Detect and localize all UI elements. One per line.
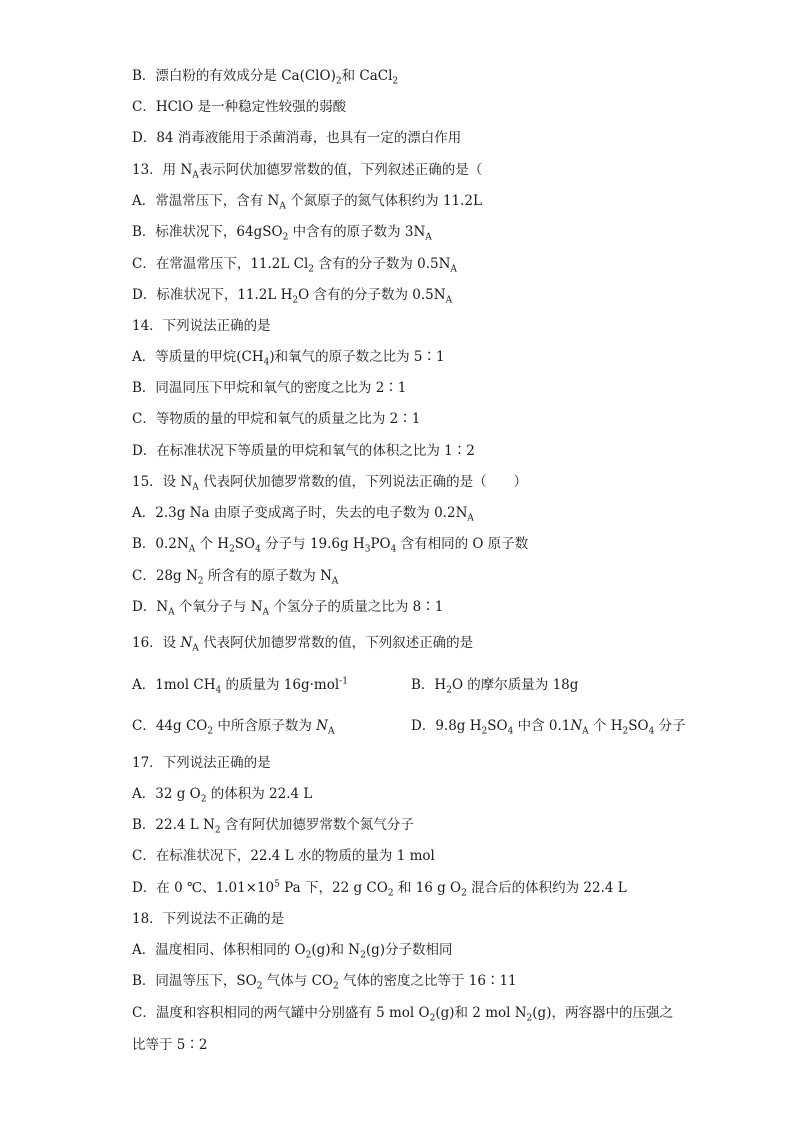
question-13: 13．用 $N_A$表示阿伏加德罗常数的值，下列叙述正确的是（	[132, 162, 483, 181]
question-16: 16．设 $N_A$ 代表阿伏加德罗常数的值，下列叙述正确的是	[132, 635, 474, 654]
option-12c: C．HClO 是一种稳定性较强的弱酸	[132, 99, 347, 115]
question-15: 15．设 $N_A$ 代表阿伏加德罗常数的值，下列说法正确的是（ ）	[132, 474, 528, 493]
option-13b: B．标准状况下，64gSO$_2$ 中含有的原子数为 $3N_A$	[132, 224, 432, 243]
option-18b: B．同温等压下，$SO_2$ 气体与 $CO_2$ 气体的密度之比等于 16∶11	[132, 973, 517, 992]
option-16a: A．1mol $CH_4$ 的质量为 16g·mol$^{-1}$	[132, 676, 348, 696]
option-16c: C．44g $CO_2$ 中所含原子数为 $N_A$	[132, 718, 335, 737]
option-14a: A．等质量的甲烷$(CH_4)$和氧气的原子数之比为 5∶1	[132, 349, 445, 368]
option-12d: D．84 消毒液能用于杀菌消毒，也具有一定的漂白作用	[132, 130, 462, 146]
option-14c: C．等物质的量的甲烷和氧气的质量之比为 2∶1	[132, 411, 421, 427]
option-13d: D．标准状况下，11.2L $H_2O$ 含有的分子数为 $0.5N_A$	[132, 287, 453, 306]
question-17: 17．下列说法正确的是	[132, 755, 271, 771]
option-14b: B．同温同压下甲烷和氧气的密度之比为 2∶1	[132, 380, 407, 396]
option-18c: C．温度和容积相同的两气罐中分别盛有 5 mol $O_2(g)$和 2 mol $N_2(g)$，两容器中的压强之	[132, 1005, 673, 1024]
option-13a: A．常温常压下，含有 $N_A$ 个氮原子的氮气体积约为 11.2L	[132, 193, 482, 212]
option-15b: B．$0.2N_A$ 个 $H_2SO_4$ 分子与 19.6g $H_3PO_4$ 含有相同的 O 原子数	[132, 536, 529, 555]
question-14: 14．下列说法正确的是	[132, 318, 271, 334]
option-15a: A．2.3g Na 由原子变成离子时，失去的电子数为 $0.2N_A$	[132, 505, 474, 524]
question-18: 18．下列说法不正确的是	[132, 911, 285, 927]
option-12b: B．漂白粉的有效成分是 $Ca(ClO)_2$和 CaCl$_2$	[132, 68, 399, 87]
option-16b: B．$H_2O$ 的摩尔质量为 18g	[411, 677, 579, 696]
option-15d: D．$N_A$ 个氧分子与 $N_A$ 个氢分子的质量之比为 8∶1	[132, 599, 444, 618]
option-14d: D．在标准状况下等质量的甲烷和氧气的体积之比为 1∶2	[132, 443, 475, 459]
option-15c: C．28g $N_2$ 所含有的原子数为 $N_A$	[132, 568, 339, 587]
option-18c-continued: 比等于 5∶2	[132, 1037, 208, 1053]
option-13c: C．在常温常压下，11.2L $Cl_2$ 含有的分子数为 $0.5N_A$	[132, 256, 457, 275]
option-17a: A．32 g $O_2$ 的体积为 22.4 L	[132, 786, 313, 805]
option-17c: C．在标准状况下，22.4 L 水的物质的量为 1 mol	[132, 848, 435, 864]
option-17b: B．22.4 L $N_2$ 含有阿伏加德罗常数个氮气分子	[132, 817, 414, 836]
option-16d: D．9.8g $H_2SO_4$ 中含 $0.1N_A$ 个 $H_2SO_4$ 分子	[411, 718, 686, 737]
option-17d: D．在 0 ℃、$1.01\times 10^5$ Pa 下，22 g $CO_2$ 和 16 g $O_2$ 混合后的体积约为 22.4 L	[132, 879, 627, 899]
option-18a: A．温度相同、体积相同的 $O_2(g)$和 $N_2(g)$分子数相同	[132, 942, 453, 961]
